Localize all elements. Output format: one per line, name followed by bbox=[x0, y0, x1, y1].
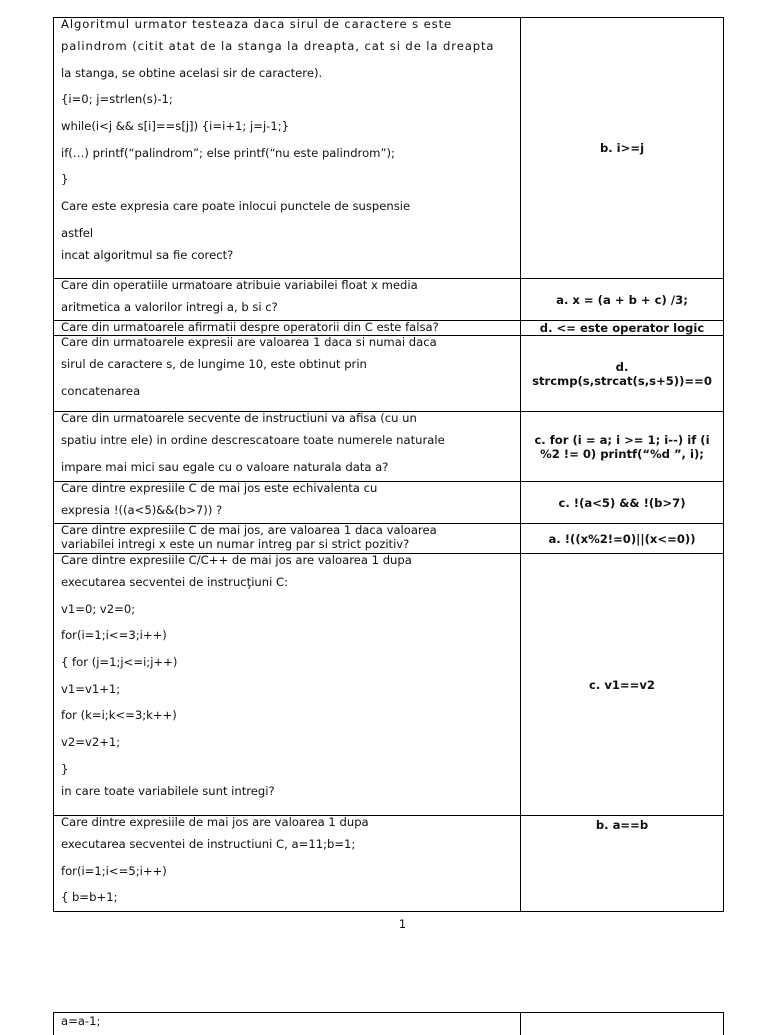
question-line: { b=b+1; bbox=[61, 891, 520, 906]
question-line: concatenarea bbox=[61, 385, 520, 400]
question-line: for(i=1;i<=5;i++) bbox=[61, 865, 520, 892]
question-line: Care dintre expresiile de mai jos are valoarea 1 dupa bbox=[61, 816, 520, 838]
answer-cell: c. !(a<5) && !(b>7) bbox=[521, 482, 724, 524]
question-row bbox=[54, 412, 724, 482]
question-row bbox=[54, 321, 724, 336]
question-line: } bbox=[61, 173, 520, 200]
page-number: 1 bbox=[0, 917, 768, 931]
question-line: { for (j=1;j<=i;j++) bbox=[61, 656, 520, 683]
question-cell bbox=[54, 279, 521, 321]
question-line: v1=0; v2=0; bbox=[61, 603, 520, 630]
question-line: v1=v1+1; bbox=[61, 683, 520, 710]
question-row bbox=[54, 524, 724, 554]
questions-table bbox=[53, 17, 724, 912]
answer-cell: d. strcmp(s,strcat(s,s+5))==0 bbox=[521, 336, 724, 412]
question-cell bbox=[54, 336, 521, 412]
question-cell bbox=[54, 18, 521, 279]
question-row bbox=[54, 18, 724, 279]
question-line: Care dintre expresiile C de mai jos este echivalenta cu bbox=[61, 482, 520, 504]
question-line: Care din urmatoarele expresii are valoarea 1 daca si numai daca bbox=[61, 336, 520, 358]
answer-cell: c. v1==v2 bbox=[521, 554, 724, 816]
question-line: } bbox=[61, 763, 520, 785]
question-row bbox=[54, 279, 724, 321]
question-line: Care dintre expresiile C/C++ de mai jos are valoarea 1 dupa bbox=[61, 554, 520, 576]
answer-cell: b. i>=j bbox=[521, 18, 724, 279]
question-cell bbox=[54, 524, 521, 554]
question-line: spatiu intre ele) in ordine descrescatoare toate numerele naturale bbox=[61, 434, 520, 461]
question-row bbox=[54, 816, 724, 912]
question-line: Care din operatiile urmatoare atribuie variabilei float x media bbox=[61, 279, 520, 301]
question-row bbox=[54, 336, 724, 412]
question-cell: a=a-1; bbox=[54, 1013, 521, 1035]
question-line: v2=v2+1; bbox=[61, 736, 520, 763]
question-line: for(i=1;i<=3;i++) bbox=[61, 629, 520, 656]
question-line: executarea secventei de instructiuni C, a=11;b=1; bbox=[61, 838, 520, 865]
question-line: for (k=i;k<=3;k++) bbox=[61, 709, 520, 736]
question-row bbox=[54, 554, 724, 816]
question-line: astfel bbox=[61, 227, 520, 249]
answer-cell: a. !((x%2!=0)||(x<=0)) bbox=[521, 524, 724, 554]
question-cell bbox=[54, 482, 521, 524]
question-line: variabilei intregi x este un numar intreg par si strict pozitiv? bbox=[61, 538, 520, 552]
question-line: in care toate variabilele sunt intregi? bbox=[61, 785, 520, 800]
question-line: la stanga, se obtine acelasi sir de caractere). bbox=[61, 67, 520, 94]
question-line: Care din urmatoarele secvente de instructiuni va afisa (cu un bbox=[61, 412, 520, 434]
question-line: Care este expresia care poate inlocui punctele de suspensie bbox=[61, 200, 520, 227]
question-line: aritmetica a valorilor intregi a, b si c? bbox=[61, 301, 520, 316]
answer-cell: d. <= este operator logic bbox=[521, 321, 724, 336]
question-line: executarea secventei de instrucţiuni C: bbox=[61, 576, 520, 603]
answer-cell: b. a==b bbox=[521, 816, 724, 912]
question-cell bbox=[54, 816, 521, 912]
question-line: sirul de caractere s, de lungime 10, este obtinut prin bbox=[61, 358, 520, 385]
question-line: {i=0; j=strlen(s)-1; bbox=[61, 93, 520, 120]
question-cell bbox=[54, 554, 521, 816]
question-cell bbox=[54, 321, 521, 336]
question-line: if(…) printf(“palindrom”; else printf(“nu este palindrom”); bbox=[61, 147, 520, 174]
question-line: expresia !((a<5)&&(b>7)) ? bbox=[61, 504, 520, 519]
question-line: Care dintre expresiile C de mai jos, are valoarea 1 daca valoarea bbox=[61, 524, 520, 538]
question-line: impare mai mici sau egale cu o valoare naturala data a? bbox=[61, 461, 520, 476]
answer-cell: c. for (i = a; i >= 1; i--) if (i %2 != 0) printf(“%d ”, i); bbox=[521, 412, 724, 482]
question-line: palindrom (citit atat de la stanga la dreapta, cat si de la dreapta bbox=[61, 40, 520, 67]
question-line: Algoritmul urmator testeaza daca sirul de caractere s este bbox=[61, 18, 520, 40]
question-line: while(i<j && s[i]==s[j]) {i=i+1; j=j-1;} bbox=[61, 120, 520, 147]
question-line: Care din urmatoarele afirmatii despre operatorii din C este falsa? bbox=[61, 321, 520, 334]
question-line: incat algoritmul sa fie corect? bbox=[61, 249, 520, 264]
question-cell bbox=[54, 412, 521, 482]
question-row bbox=[54, 482, 724, 524]
answer-cell: a. x = (a + b + c) /3; bbox=[521, 279, 724, 321]
